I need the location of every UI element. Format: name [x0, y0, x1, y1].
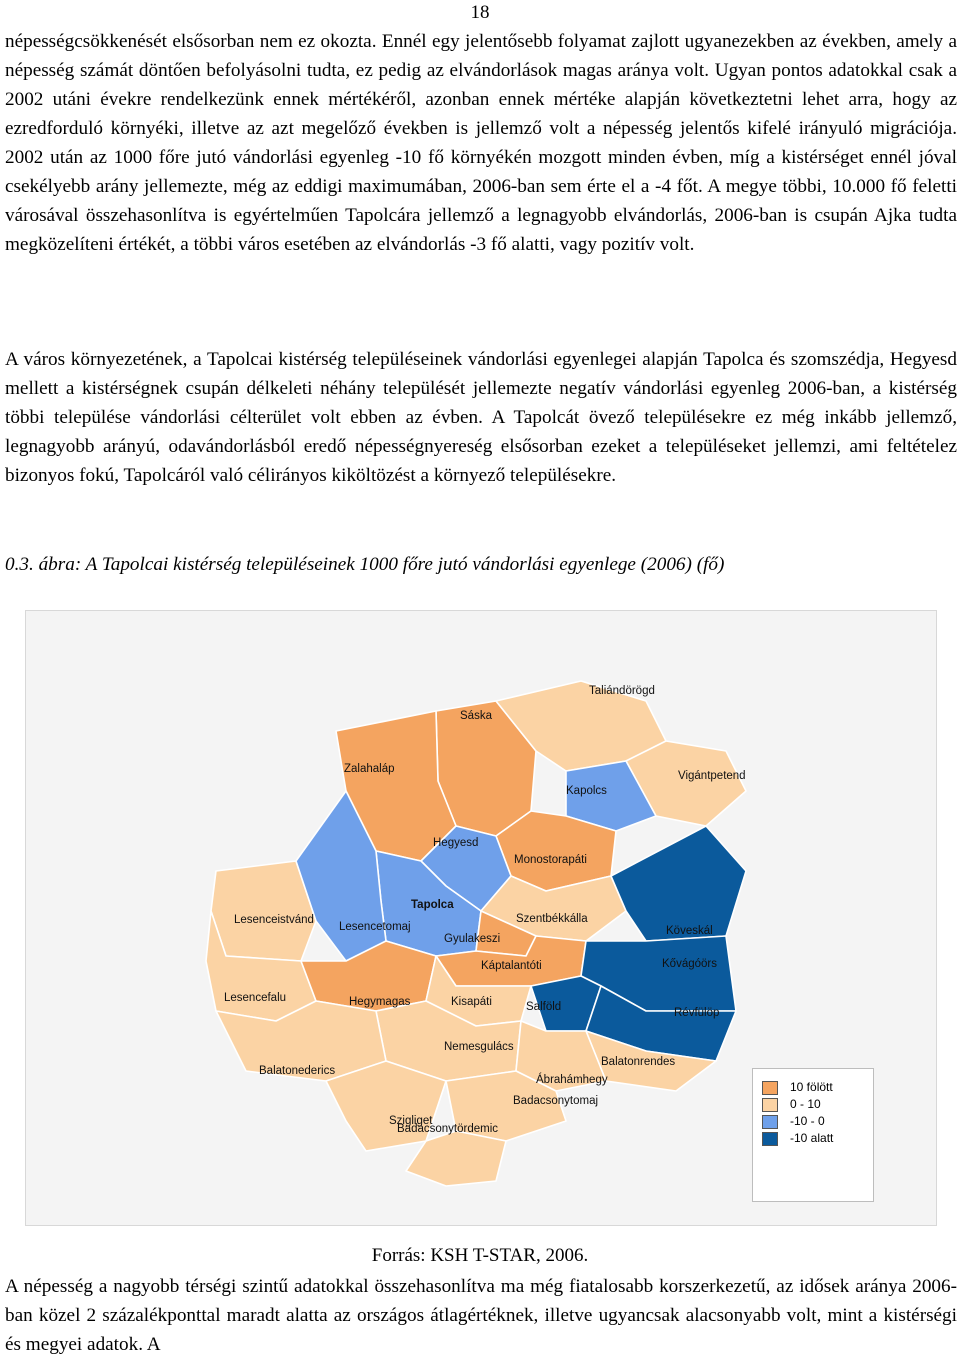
map-label: Lesenceistvánd	[234, 914, 314, 926]
legend-label: 10 fölött	[790, 1080, 833, 1094]
legend-label: -10 - 0	[790, 1114, 825, 1128]
map-label: Badacsonytördemic	[397, 1123, 498, 1135]
map-label: Taliándörögd	[589, 685, 655, 697]
legend-swatch	[762, 1115, 778, 1129]
map-label: Révfülöp	[674, 1007, 720, 1019]
map-legend	[752, 1068, 874, 1202]
map-label: Hegymagas	[349, 996, 411, 1008]
map-label: Badacsonytomaj	[513, 1095, 599, 1107]
legend-swatch	[762, 1098, 778, 1112]
map-label: Hegyesd	[433, 837, 479, 849]
map-label: Balatonrendes	[601, 1056, 676, 1068]
map-label: Balatonederics	[259, 1065, 336, 1077]
map-label: Lesencetomaj	[339, 921, 411, 933]
map-label: Kapolcs	[566, 785, 607, 797]
legend-label: 0 - 10	[790, 1097, 821, 1111]
body-paragraph: A népesség a nagyobb térségi szintű adatokkal összehasonlítva ma még fiatalosabb korszerkezetű, az idősek aránya 2006-ban közel 2 százalékponttal maradt alatta az országos átlagértéknek, illetve ugyancsak alacsonyabb volt, mint a kistérségi és megyei adatok. A	[5, 1276, 957, 1355]
map-label: Zalahaláp	[344, 763, 395, 775]
map-label: Salföld	[526, 1001, 562, 1013]
figure-source: Forrás: KSH T-STAR, 2006.	[371, 1245, 589, 1266]
map-label: Nemesgulács	[444, 1041, 514, 1053]
body-paragraph: népességcsökkenését elsősorban nem ez okozta. Ennél egy jelentősebb folyamat zajlott ugyanezekben az években, amely a népesség számát döntően befolyásolni tudta, ez pedig az elvándorlások magas aránya volt. Ugyan pontos adatokkal csak a 2002 utáni évekre rendelkezünk ennek mértékéről, azonban ennek mértéke alapján következtetni lehet arra, hogy az ezredforduló környéki, illetve az azt megelőző években is jellemző volt a népesség jelentős kifelé irányuló migrációja. 2002 után az 1000 főre jutó vándorlási egyenleg -10 fő környékén mozgott minden évben, míg a kistérséget ennél jóval csekélyebb arány jellemezte, még az eddigi maximumában, 2006-ban sem érte el a -4 főt. A megye többi, 10.000 fő feletti városával összehasonlítva is egyértelműen Tapolcára jellemző a legnagyobb elvándorlás, 2006-ban is csupán Ajka tudta megközelíteni értékét, a többi város esetében az elvándorlás -3 fő alatti, vagy pozitív volt.	[5, 31, 957, 255]
map-label: Ábrahámhegy	[536, 1074, 608, 1086]
choropleth-map	[25, 610, 937, 1226]
legend-swatch	[762, 1081, 778, 1095]
map-label: Tapolca	[411, 899, 454, 911]
legend-swatch	[762, 1132, 778, 1146]
region-szigliget	[326, 1061, 446, 1151]
map-label: Lesencefalu	[224, 992, 287, 1004]
region-koveskal	[611, 826, 746, 941]
map-label: Vigántpetend	[678, 770, 746, 782]
map-label: Szentbékkálla	[516, 913, 588, 925]
map-label: Káptalantóti	[481, 960, 542, 972]
legend-label: -10 alatt	[790, 1131, 834, 1145]
map-label: Gyulakeszi	[444, 933, 501, 945]
map-label: Kővágóörs	[662, 958, 717, 970]
map-label: Sáska	[460, 710, 492, 722]
map-label: Kisapáti	[451, 996, 492, 1008]
body-paragraph: A város környezetének, a Tapolcai kistérség településeinek vándorlási egyenlegei alapján Tapolca és szomszédja, Hegyesd mellett a kistérségnek csupán délkeleti néhány települését jellemezte negatív vándorlási egyenleg 2006-ban, a kistérség többi települése vándorlási célterület volt ebben az évben. A Tapolcát övező településekre ez még inkább jellemző, legnagyobb arányú, odavándorlásból eredő népességnyereség elsősorban ezeket a településeket jellemzi, ami feltételez bizonyos fokú, Tapolcáról való célirányos kiköltözést a környező településekre.	[5, 349, 957, 486]
page-number: 18	[470, 2, 490, 23]
map-label: Monostorapáti	[514, 854, 587, 866]
map-label: Köveskál	[666, 925, 713, 937]
figure-caption: 0.3. ábra: A Tapolcai kistérség településeinek 1000 főre jutó vándorlási egyenlege (2006) (fő)	[5, 554, 725, 575]
map-label: Szigliget	[389, 1115, 433, 1127]
